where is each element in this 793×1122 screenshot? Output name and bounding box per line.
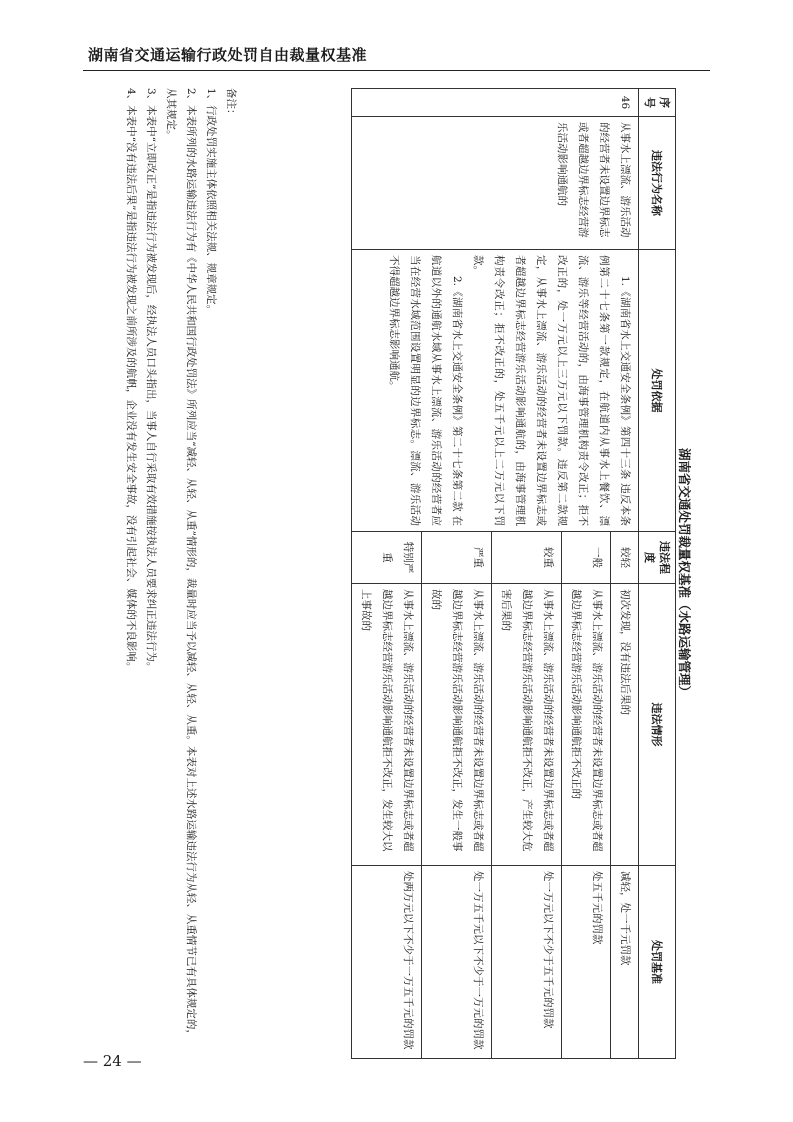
situation-cell: 从事水上漂流、游乐活动的经营者未设置边界标志或者超越边界标志经营游乐活动影响通航拒不改正，发生较大以上事故的 [352,584,422,866]
penalty-cell: 处一万元以下不少于五千元的罚款 [492,866,562,1059]
note-item-2: 2、本表所列的水路运输违法行为有《中华人民共和国行政处罚法》所列应当“减轻、从轻、从重”情形的，裁量时应当予以减轻、从轻、从重。本表对上述水路运输违法行为从轻、从重情节已有具体规定的，从其规定。 [165,88,197,1040]
table-row [611,89,639,1059]
degree-cell: 特别严重 [352,532,422,584]
basis-paragraph-2: 2.《湖南省水上交通安全条例》第二十七条第二款 在航道以外的通航水域从事水上漂流、游乐活动的经营者应当在经营水域范围设置明显的边界标志。漂流、游乐活动不得超越边界标志影响通航。 [388,255,463,526]
page-number: — 24 — [83,1052,142,1070]
penalty-basis [352,250,639,532]
degree-cell: 一般 [562,532,611,584]
degree-cell: 较重 [492,532,562,584]
running-header-title: 湖南省交通运输行政处罚自由裁量权基准 [88,46,368,64]
degree-cell: 严重 [422,532,492,584]
penalty-cell: 减轻，处一千元罚款 [611,866,639,1059]
situation-cell: 从事水上漂流、游乐活动的经营者未设置边界标志或者超越边界标志经营游乐活动影响通航拒不改正，产生较大危害后果的 [492,584,562,866]
violation-name: 从事水上漂流、游乐活动的经营者未设置边界标志或者超越边界标志经营游乐活动影响通航的 [352,117,639,250]
table-title: 湖南省交通处罚裁量权基准（水路运输管理） [677,447,692,698]
notes-section [121,88,241,1048]
situation-cell: 从事水上漂流、游乐活动的经营者未设置边界标志或者超越边界标志经营游乐活动影响通航拒不改正的 [562,584,611,866]
note-item-4: 4、本表中“没有违法后果”是指违法行为被发现之前所涉及的航帆，企业没有发生安全事故，没有引起社会、媒体的不良影响。 [125,88,137,673]
note-item-1: 1、行政处罚实施主体依照相关法规、规章规定。 [205,88,217,316]
column-header-basis: 处罚依据 [639,250,676,532]
header-divider [83,70,710,71]
rotated-table-region [96,88,696,1058]
situation-cell: 初次发现，没有违法后果的 [611,584,639,866]
penalty-cell: 处五千元的罚款 [562,866,611,1059]
basis-paragraph-1: 1.《湖南省水上交通安全条例》第四十三条 违反本条例第二十七条第一款规定，在航道内从事水上餐饮、漂流、游乐等经营活动的，由海事管理机构责令改正；拒不改正的，处一万元以上三万元以下罚款。违反第二款规定，从事水上漂流、游乐活动的经营者未设置边界标志或者超越边界标志经营游乐活动影响通航的，由海事管理机构责令改正；拒不改正的，处五千元以上二万元以下罚款。 [472,255,631,526]
column-header-degree: 违法程度 [639,532,676,584]
column-header-penalty: 处罚基准 [639,866,676,1059]
penalty-standard-table [351,88,676,1059]
column-header-seq: 序号 [639,89,676,117]
situation-cell: 从事水上漂流、游乐活动的经营者未设置边界标志或者超越边界标志经营游乐活动影响通航拒不改正，发生一般事故的 [422,584,492,866]
degree-cell: 较轻 [611,532,639,584]
table-header-row [639,89,676,1059]
notes-heading: 备注： [225,88,237,120]
penalty-cell: 处一万五千元以下不少于一万元的罚款 [422,866,492,1059]
column-header-violation-name: 违法行为名称 [639,117,676,250]
column-header-situation: 违法情形 [639,584,676,866]
penalty-cell: 处两万元以下不少于一万五千元的罚款 [352,866,422,1059]
note-item-3: 3、本表中“立即改正”是指违法行为被发现后，经执法人员口头指出，当事人自行采取有效措施按执法人员要求纠正违法行为。 [145,88,157,673]
row-number: 46 [352,89,639,117]
